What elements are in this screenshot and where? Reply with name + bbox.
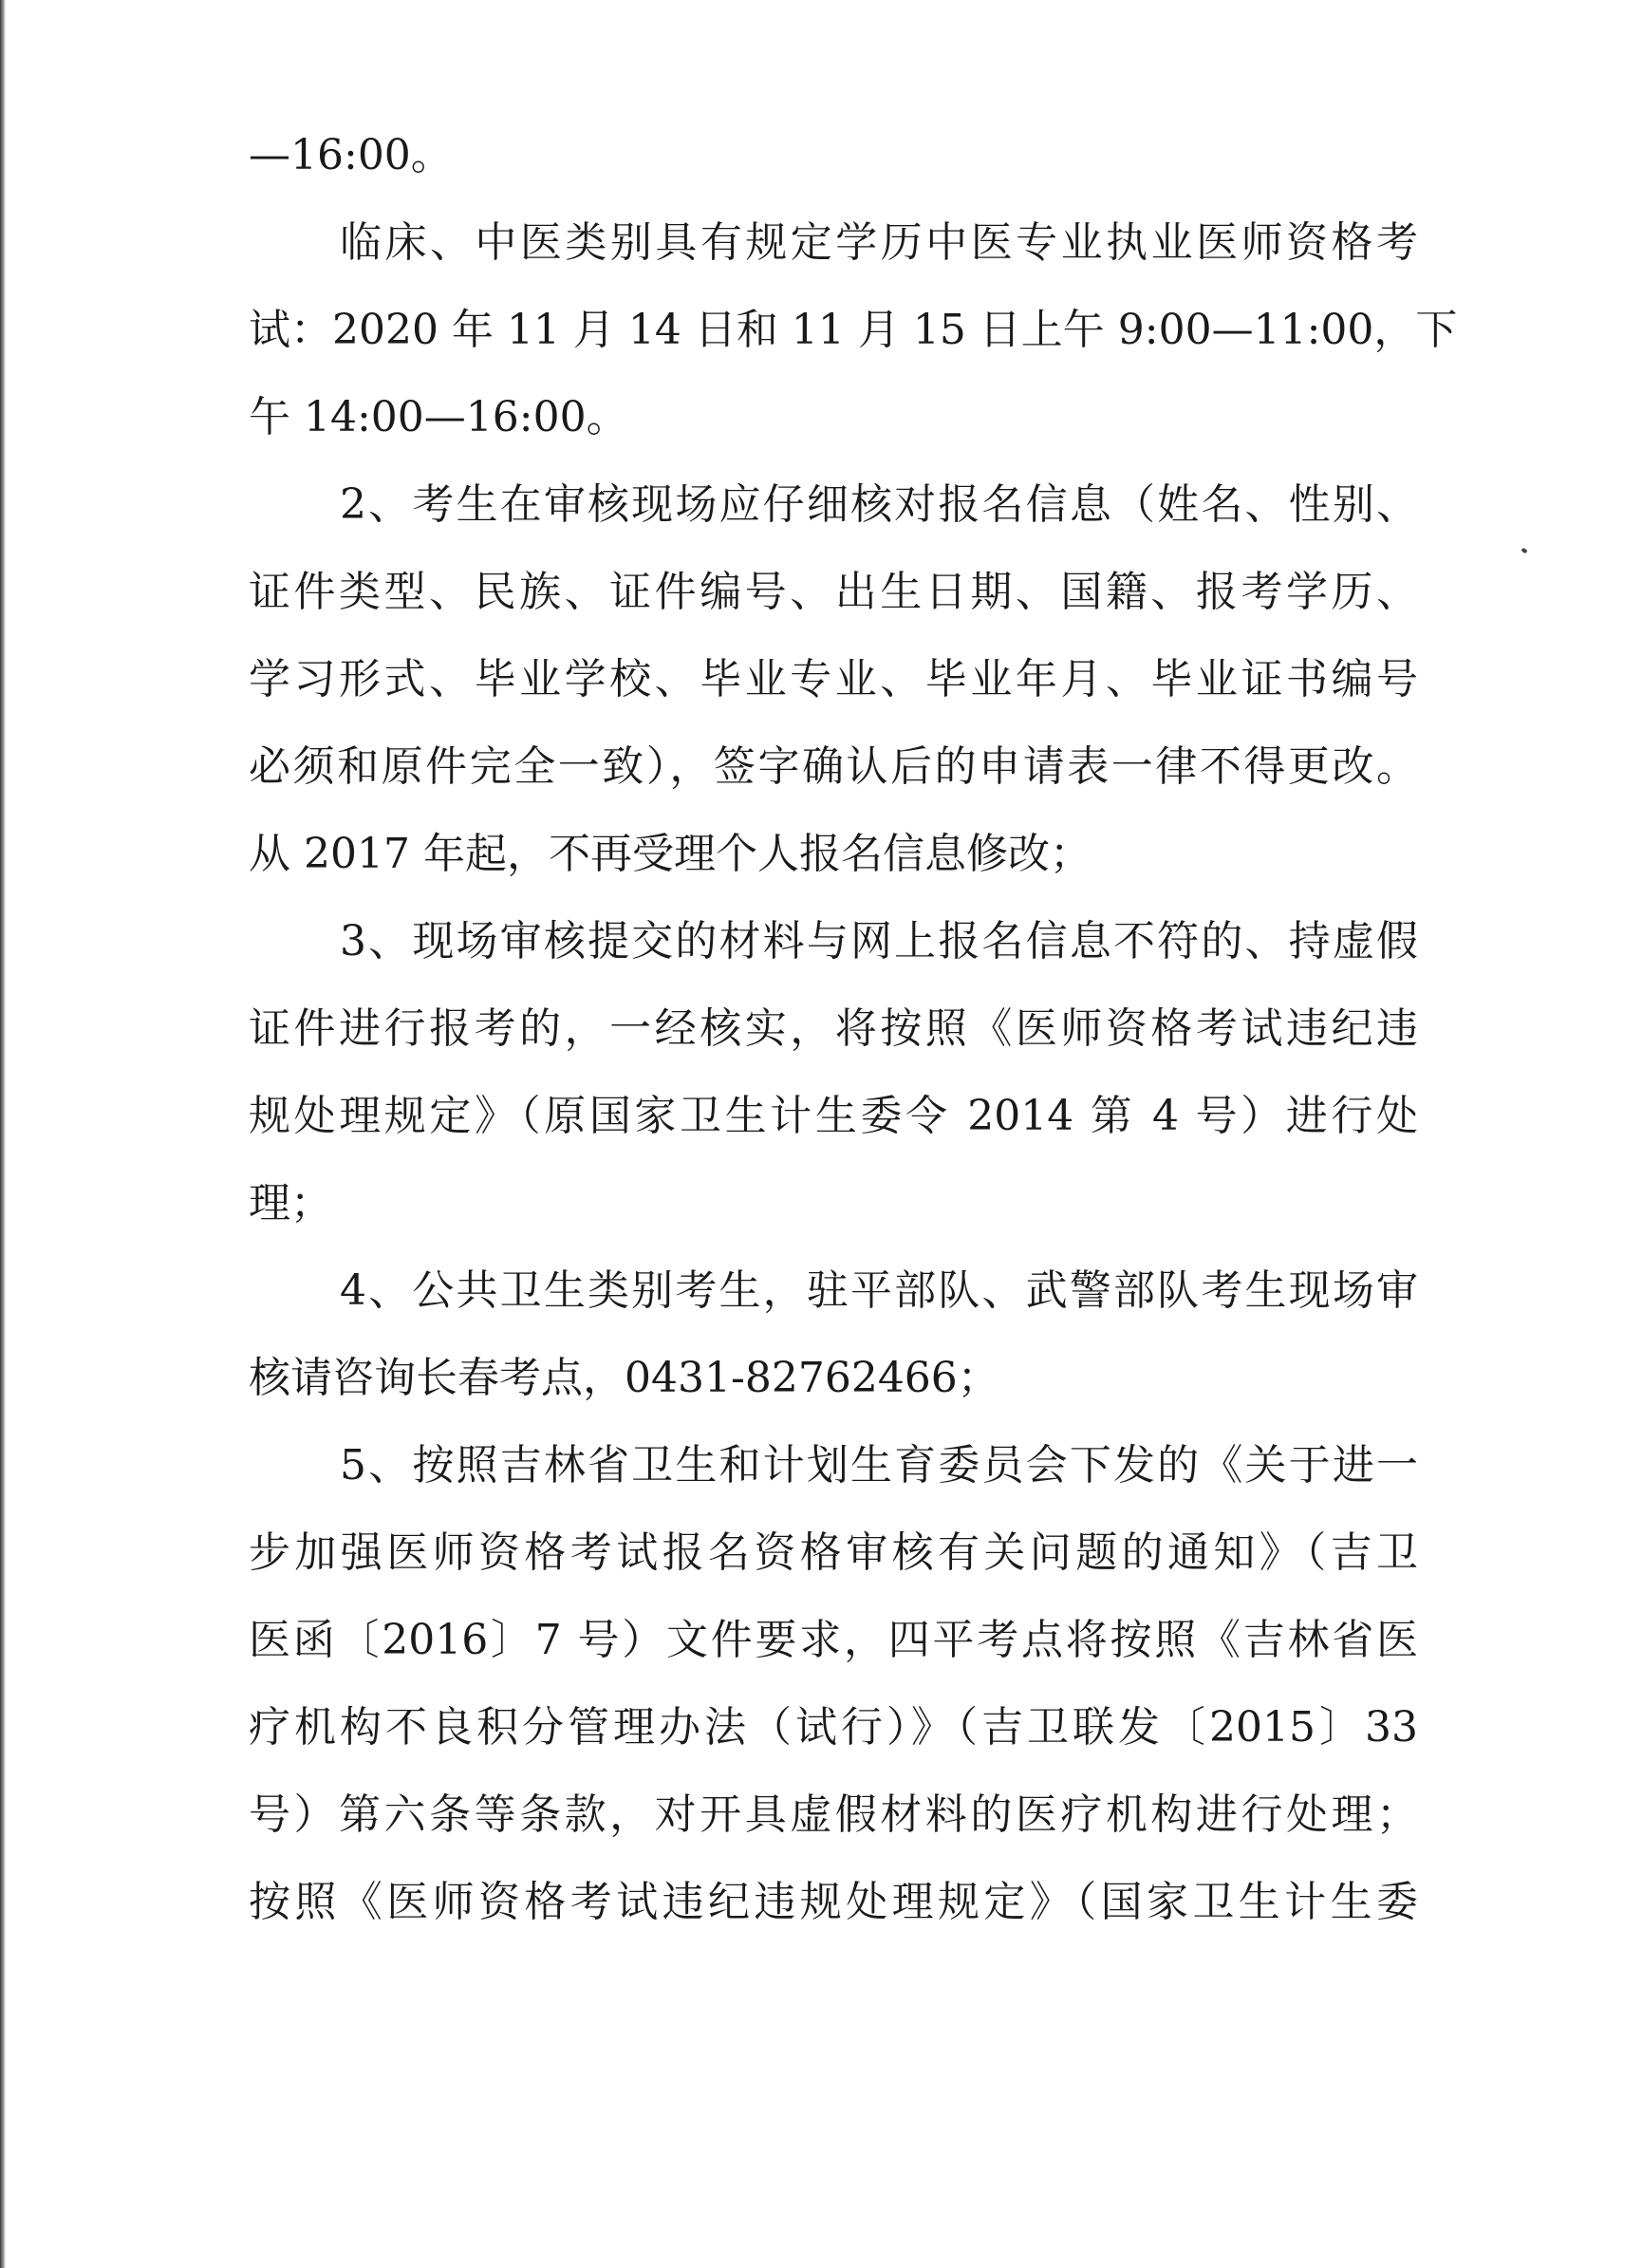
text-line: 理； <box>249 1179 332 1228</box>
text-line: 试：2020 年 11 月 14 日和 11 月 15 日上午 9:00—11:00，下 <box>249 306 1458 354</box>
text-line: 4、公共卫生类别考生，驻平部队、武警部队考生现场审 <box>340 1266 1418 1315</box>
text-line: 证件进行报考的，一经核实，将按照《医师资格考试违纪违 <box>249 1004 1418 1053</box>
text-line: 学习形式、毕业学校、毕业专业、毕业年月、毕业证书编号 <box>249 655 1418 703</box>
text-line: 临床、中医类别具有规定学历中医专业执业医师资格考 <box>340 218 1418 267</box>
text-line: 号）第六条等条款，对开具虚假材料的医疗机构进行处理； <box>249 1790 1418 1839</box>
text-line: 核请咨询长春考点，0431-82762466； <box>249 1354 999 1402</box>
text-line: 医函〔2016〕7 号）文件要求，四平考点将按照《吉林省医 <box>249 1616 1418 1664</box>
text-line: 午 14:00—16:00。 <box>249 393 628 441</box>
text-line: 5、按照吉林省卫生和计划生育委员会下发的《关于进一 <box>340 1441 1418 1490</box>
text-line: 必须和原件完全一致），签字确认后的申请表一律不得更改。 <box>249 742 1418 791</box>
text-line: 从 2017 年起，不再受理个人报名信息修改； <box>249 830 1092 878</box>
text-line: 2、考生在审核现场应仔细核对报名信息（姓名、性别、 <box>340 480 1418 529</box>
document-body <box>249 112 1458 1946</box>
text-line: —16:00。 <box>249 131 453 179</box>
text-line: 步加强医师资格考试报名资格审核有关问题的通知》（吉卫 <box>249 1528 1418 1577</box>
text-line: 规处理规定》（原国家卫生计生委令 2014 第 4 号）进行处 <box>249 1092 1418 1140</box>
scan-speck <box>1521 548 1527 554</box>
text-line: 证件类型、民族、证件编号、出生日期、国籍、报考学历、 <box>249 568 1418 616</box>
scan-edge-shadow <box>0 0 6 2268</box>
text-line: 3、现场审核提交的材料与网上报名信息不符的、持虚假 <box>340 917 1418 965</box>
text-line: 疗机构不良积分管理办法（试行）》（吉卫联发〔2015〕33 <box>249 1703 1418 1752</box>
text-line: 按照《医师资格考试违纪违规处理规定》（国家卫生计生委 <box>249 1878 1418 1926</box>
